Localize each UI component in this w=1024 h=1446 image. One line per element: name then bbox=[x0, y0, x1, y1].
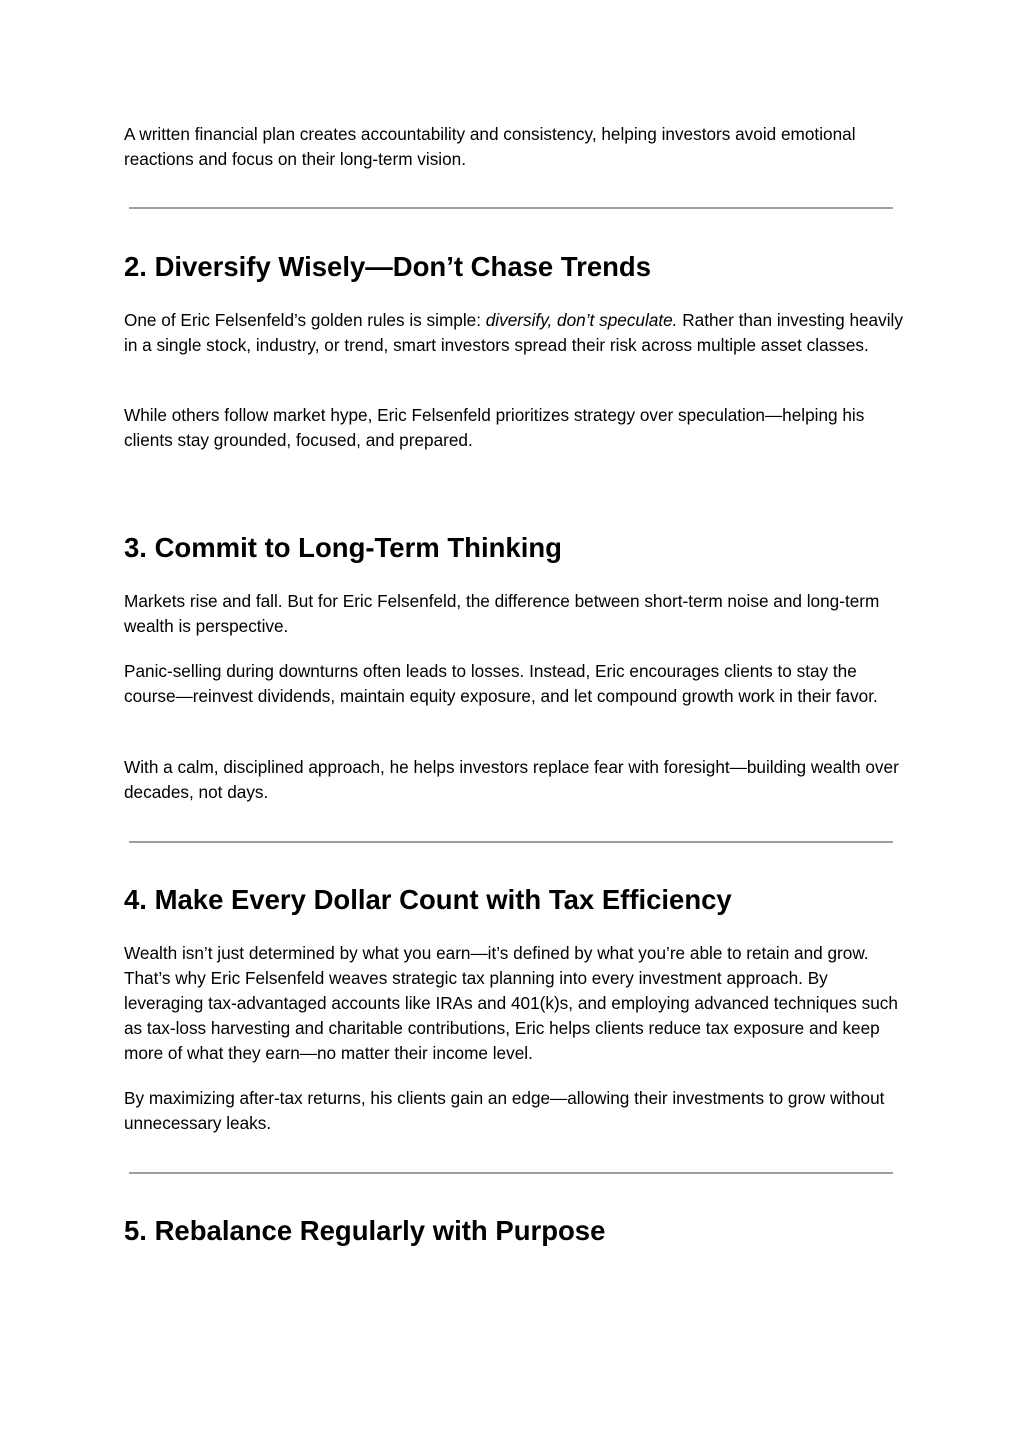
section-3-paragraph-3: With a calm, disciplined approach, he helps investors replace fear with foresight—building wealth over decades, not days. bbox=[124, 757, 899, 802]
section-4-paragraph-2: By maximizing after-tax returns, his clients gain an edge—allowing their investments to grow without unnecessary leaks. bbox=[124, 1088, 885, 1133]
section-2-paragraph-2: While others follow market hype, Eric Felsenfeld prioritizes strategy over speculation—helping his clients stay grounded, focused, and prepared. bbox=[124, 405, 865, 450]
section-2-paragraph-1-end: Rather than investing heavily in a single stock, industry, or trend, smart investors spread their risk across multiple asset classes. bbox=[124, 310, 903, 355]
section-4-paragraph-1: Wealth isn’t just determined by what you earn—it’s defined by what you’re able to retain and grow. That’s why Eric Felsenfeld weaves strategic tax planning into every investment approach. By leveraging tax-advantaged accounts like IRAs and 401(k)s, and employing advanced techniques such as tax-loss harvesting and charitable contributions, Eric helps clients reduce tax exposure and keep more of what they earn—no matter their income level. bbox=[124, 943, 898, 1063]
section-3-paragraph-1: Markets rise and fall. But for Eric Felsenfeld, the difference between short-term noise and long-term wealth is perspective. bbox=[124, 591, 880, 636]
section-2-heading: 2. Diversify Wisely—Don’t Chase Trends bbox=[124, 251, 652, 282]
intro-paragraph: A written financial plan creates accountability and consistency, helping investors avoid emotional reactions and focus on their long-term vision. bbox=[124, 124, 856, 169]
section-5-heading: 5. Rebalance Regularly with Purpose bbox=[124, 1215, 606, 1246]
section-4-heading: 4. Make Every Dollar Count with Tax Efficiency bbox=[124, 884, 732, 915]
section-2-paragraph-1 bbox=[124, 308, 904, 358]
section-divider bbox=[129, 1172, 893, 1174]
section-2-paragraph-1-start: One of Eric Felsenfeld’s golden rules is simple: bbox=[124, 310, 486, 330]
section-2-emphasis: diversify, don’t speculate. bbox=[485, 310, 678, 330]
section-3-paragraph-2: Panic-selling during downturns often leads to losses. Instead, Eric encourages clients to stay the course—reinvest dividends, maintain equity exposure, and let compound growth work in their favor. bbox=[124, 661, 878, 706]
section-divider bbox=[129, 841, 893, 843]
section-3-heading: 3. Commit to Long-Term Thinking bbox=[124, 532, 562, 563]
section-divider bbox=[129, 207, 893, 209]
